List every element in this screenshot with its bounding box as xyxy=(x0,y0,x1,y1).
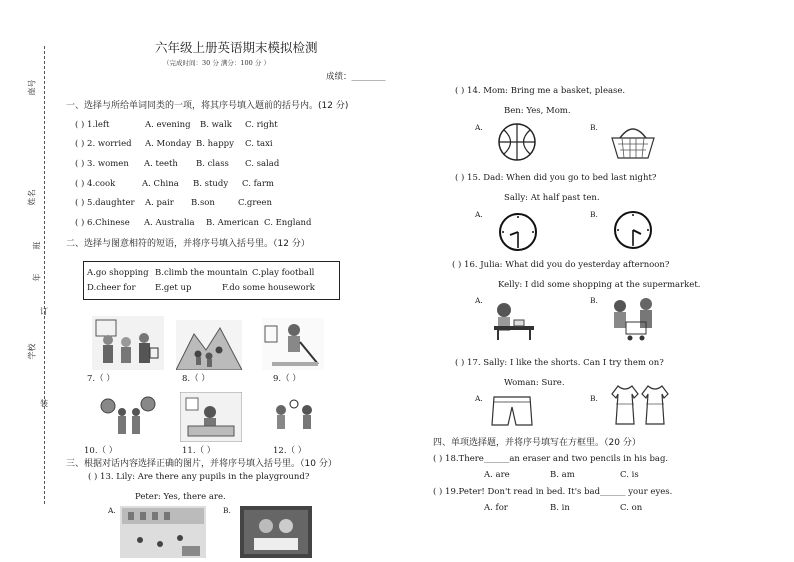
section2-heading: 二、选择与图意相符的短语，并将序号填入括号里。（12 分） xyxy=(66,239,310,249)
q14-option-b-label: B. xyxy=(590,123,598,132)
section1-heading: 一、选择与所给单词同类的一项，将其序号填入题前的括号内。(12 分) xyxy=(66,101,349,111)
q15-option-b-label: B. xyxy=(590,210,598,219)
q18-option-c: C. is xyxy=(620,470,639,480)
housework-picture xyxy=(262,318,324,370)
binding-line xyxy=(44,46,45,504)
q16-option-a-label: A. xyxy=(475,296,483,305)
question-17-answer: Woman: Sure. xyxy=(504,378,565,388)
getting-up-picture xyxy=(180,392,242,442)
q14-option-a-label: A. xyxy=(475,123,483,132)
question-13: ( ) 13. Lily: Are there any pupils in the playground? xyxy=(88,472,310,482)
question-14-answer: Ben: Yes, Mom. xyxy=(504,106,571,116)
q13-option-a-label: A. xyxy=(108,506,116,515)
exam-page: 座号 姓名 班 年 订 学校 装 六年级上册英语期末模拟检测 （完成时间：30 分 满分：100 分 ） 成绩：________ 一、选择与所给单词同类的一项，将其序号填入题前的括号内。(12 分) ( ) 1.left A. evening B. walk C. right ( ) 2. worried A. Monday B. happy C. taxi ( ) 3. women A. teeth B. class C. salad ( ) 4.cook A. China B. study C. farm ( ) 5.daughter A. pair B.son C.green ( ) 6.Chinese A. Australia B. American C. England 二、选择与图意相符的短语，并将序号填入括号里。（12 分） A.go shopping B.climb the mountain C.play football D.cheer for E.get up F.do some housework 7.（ ） 8.（ ） 9.（ ） 10.（ ） 11.（ ） 12.（ ） 三、根据对话内容选择正确的图片，并将序号填入括号里。（10 分） ( ) 13. Lily: Are there any pupils in the playground? Peter: Yes, there are. A. B. ( ) 14. Mom: Bring me a basket, please. Ben: Yes, Mom. A. B. ( ) 15. Dad: When did you go to bed last night? Sally: At half past ten. A. B. ( ) 16. Julia: What did you do yesterday afternoon? Kelly: I did some shopping at the supermarket. A. B. ( ) 17. Sally: I like the shorts. Can I try them on? Woman: Sure. A. B. 四、单项选择题，并将序号填写在方框里。（20 分） ( ) 18.There______an eraser and two pencils in his bag. A. are B. am C. is ( ) 19.Peter! Don't read in bed. It's bad______ your eyes. A. for B. in C. on xyxy=(0,0,794,562)
phrase-option-b: B.climb the mountain xyxy=(155,268,248,278)
phrase-option-f: F.do some housework xyxy=(222,283,315,293)
binding-label-class: 班 xyxy=(32,241,42,250)
question-15: ( ) 15. Dad: When did you go to bed last night? xyxy=(455,173,657,183)
page-title: 六年级上册英语期末模拟检测 xyxy=(155,40,318,55)
question-15-answer: Sally: At half past ten. xyxy=(504,193,600,203)
shopping-picture xyxy=(92,316,164,370)
binding-mark-ding: 订 xyxy=(40,307,48,316)
question-18: ( ) 18.There______an eraser and two pencils in his bag. xyxy=(433,454,669,464)
binding-label-seat: 座号 xyxy=(27,79,37,96)
q18-option-b: B. am xyxy=(550,470,575,480)
q18-option-a: A. are xyxy=(484,470,510,480)
page-subtitle: （完成时间：30 分 满分：100 分 ） xyxy=(163,59,270,67)
q17-option-a-label: A. xyxy=(475,394,483,403)
playground-picture xyxy=(120,506,206,558)
supermarket-picture xyxy=(604,292,666,344)
clock-b-icon xyxy=(613,210,653,250)
blank-12[interactable]: 12.（ ） xyxy=(273,446,307,456)
q19-option-c: C. on xyxy=(620,503,643,513)
binding-mark-zhuang: 装 xyxy=(40,399,48,408)
basket-picture xyxy=(608,122,658,162)
section3-heading: 三、根据对话内容选择正确的图片，并将序号填入括号里。（10 分） xyxy=(66,459,337,469)
phrase-options-box xyxy=(83,261,340,300)
phrase-option-e: E.get up xyxy=(155,283,192,293)
blank-10[interactable]: 10.（ ） xyxy=(84,446,118,456)
shorts-picture xyxy=(490,395,534,427)
binding-label-school: 学校 xyxy=(27,343,37,360)
q16-option-b-label: B. xyxy=(590,296,598,305)
cheering-picture xyxy=(98,392,158,442)
blank-11[interactable]: 11.（ ） xyxy=(182,446,216,456)
basketball-picture xyxy=(496,122,538,162)
phrase-option-c: C.play football xyxy=(252,268,315,278)
mountain-climbing-picture xyxy=(176,320,242,370)
phrase-option-d: D.cheer for xyxy=(87,283,136,293)
binding-label-name: 姓名 xyxy=(27,189,37,206)
question-19: ( ) 19.Peter! Don't read in bed. It's bad______ your eyes. xyxy=(433,487,673,497)
reading-picture xyxy=(240,506,312,558)
football-picture xyxy=(265,396,325,442)
blank-9[interactable]: 9.（ ） xyxy=(273,374,301,384)
question-16-answer: Kelly: I did some shopping at the supermarket. xyxy=(498,280,701,290)
question-16: ( ) 16. Julia: What did you do yesterday afternoon? xyxy=(452,260,670,270)
dresses-picture xyxy=(608,384,672,428)
blank-7[interactable]: 7.（ ） xyxy=(87,374,115,384)
clock-a-icon xyxy=(498,212,538,252)
question-14: ( ) 14. Mom: Bring me a basket, please. xyxy=(455,86,626,96)
section4-heading: 四、单项选择题，并将序号填写在方框里。（20 分） xyxy=(433,438,641,448)
phrase-option-a: A.go shopping xyxy=(87,268,149,278)
question-17: ( ) 17. Sally: I like the shorts. Can I try them on? xyxy=(455,358,664,368)
q15-option-a-label: A. xyxy=(475,210,483,219)
studying-picture xyxy=(490,298,536,342)
q19-option-a: A. for xyxy=(484,503,508,513)
q17-option-b-label: B. xyxy=(590,394,598,403)
blank-8[interactable]: 8.（ ） xyxy=(182,374,210,384)
q19-option-b: B. in xyxy=(550,503,570,513)
score-label: 成绩：________ xyxy=(326,72,386,82)
q13-option-b-label: B. xyxy=(223,506,231,515)
question-13-answer: Peter: Yes, there are. xyxy=(135,492,226,502)
binding-label-grade: 年 xyxy=(32,273,42,282)
